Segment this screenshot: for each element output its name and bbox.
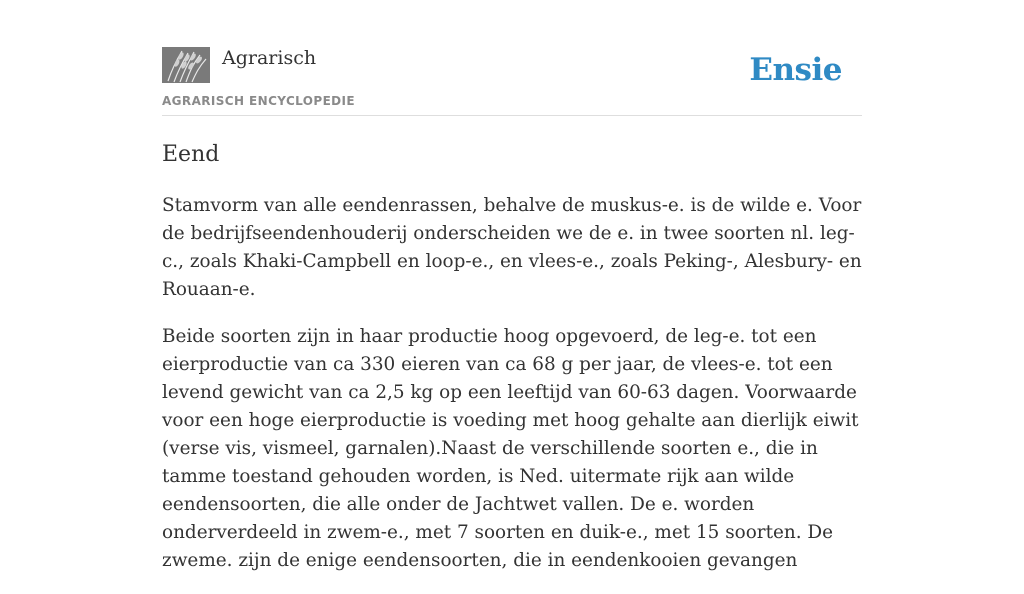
entry-paragraph: Beide soorten zijn in haar productie hoog opgevoerd, de leg-e. tot een eierproductie van ca 330 eieren van ca 68 g per jaar, de vlees-e. tot een levend gewicht van ca 2,5 kg op een leeftijd van 60-63 dagen. Voorwaarde voor een hoge eierproductie is voeding met hoog gehalte aan dierlijk eiwit (verse vis, vismeel, garnalen).Naast de verschillende soorten e., die in tamme toestand gehouden worden, is Ned. uitermate rijk aan wilde eendensoorten, die alle onder de Jachtwet vallen. De e. worden onderverdeeld in zwem-e., met 7 soorten en duik-e., met 15 soorten. De zweme. zijn de enige eendensoorten, die in eendenkooien gevangen [162,326,859,571]
entry-paragraph: Stamvorm van alle eendenrassen, behalve de muskus-e. is de wilde e. Voor de bedrijfseendenhouderij onderscheiden we de e. in twee soorten nl. leg-c., zoals Khaki-Campbell en loop-e., en vlees-e., zoals Peking-, Alesbury- en Rouaan-e. [162,195,862,300]
entry-body [162,192,864,594]
ensie-brand-logo[interactable]: Ensie [749,52,842,88]
wheat-logo-icon[interactable] [162,47,210,83]
page-header [162,46,862,116]
source-subtitle[interactable]: AGRARISCH ENCYCLOPEDIE [162,94,355,108]
entry-title: Eend [162,142,220,167]
source-title[interactable]: Agrarisch [222,47,317,69]
